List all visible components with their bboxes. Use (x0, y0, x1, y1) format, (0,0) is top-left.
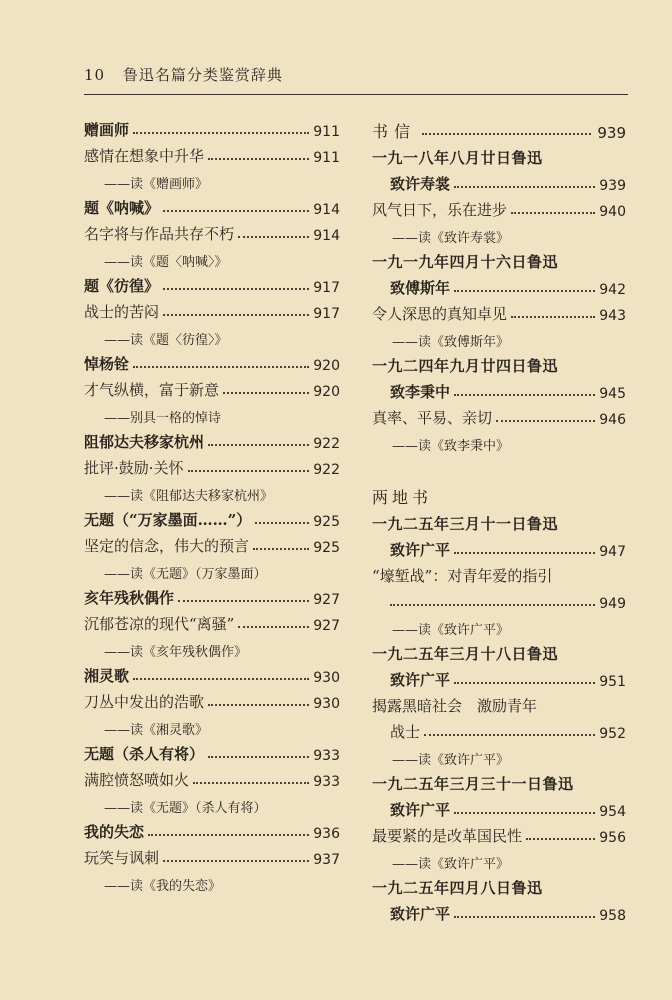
letter-date-heading: 一九一八年八月廿日鲁迅 (372, 149, 543, 167)
entry-subtitle: ——读《致许广平》 (392, 623, 510, 638)
entry-title: 风气日下，乐在进步 (372, 201, 508, 219)
dot-leader (193, 782, 309, 784)
entry-title: 致许广平 (390, 905, 451, 923)
entry-title: 无题（“万家墨面……”） (84, 511, 252, 529)
toc-entry (84, 452, 340, 478)
entry-title: 致许广平 (390, 541, 451, 559)
dot-leader (422, 133, 591, 135)
entry-title: 阻郁达夫移家杭州 (84, 433, 205, 451)
entry-title: 致傅斯年 (390, 279, 451, 297)
toc-entry (84, 504, 340, 530)
entry-title: 最要紧的是改革国民性 (372, 827, 523, 845)
section-heading (372, 480, 626, 508)
entry-page-number: 925 (313, 540, 340, 556)
toc-entry (84, 140, 340, 166)
entry-title: 坚定的信念，伟大的预言 (84, 537, 250, 555)
entry-subtitle: ——读《致许广平》 (392, 857, 510, 872)
entry-title: 我的失恋 (84, 823, 145, 841)
entry-title: 令人深思的真知卓见 (372, 305, 508, 323)
page-number: 10 (84, 66, 106, 84)
entry-subtitle: ——读《题〈呐喊〉》 (104, 255, 228, 270)
dot-leader (163, 314, 309, 316)
entry-title: 亥年残秋偶作 (84, 589, 175, 607)
entry-subtitle: ——读《致许广平》 (392, 753, 510, 768)
dot-leader (223, 392, 309, 394)
entry-page-number: 920 (313, 384, 340, 400)
entry-page-number: 933 (313, 774, 340, 790)
entry-title: 题《彷徨》 (84, 277, 160, 295)
dot-leader (390, 604, 595, 606)
entry-title: 揭露黑暗社会 激励青年 (372, 697, 538, 715)
section-title: 书信 (372, 122, 417, 141)
entry-page-number: 922 (313, 436, 340, 452)
toc-entry (84, 764, 340, 790)
dot-leader (133, 366, 309, 368)
toc-entry (84, 348, 340, 374)
section-title: 两地书 (372, 488, 433, 507)
entry-page-number: 922 (313, 462, 340, 478)
section-page-number: 939 (597, 124, 626, 142)
entry-subtitle: ——读《无题》（万家墨面） (104, 567, 267, 582)
header-rule (84, 94, 628, 95)
toc-entry (84, 738, 340, 764)
entry-page-number: 951 (599, 674, 626, 690)
toc-entry (372, 168, 626, 194)
entry-title: 名字将与作品共存不朽 (84, 225, 235, 243)
dot-leader (255, 522, 309, 524)
entry-page-number: 927 (313, 592, 340, 608)
dot-leader (148, 834, 309, 836)
dot-leader (133, 678, 309, 680)
entry-page-number: 942 (599, 282, 626, 298)
dot-leader (511, 212, 595, 214)
entry-page-number: 911 (313, 124, 340, 140)
letter-date-heading: 一九二四年九月廿四日鲁迅 (372, 357, 559, 375)
entry-title: 玩笑与讽刺 (84, 849, 160, 867)
dot-leader (178, 600, 309, 602)
entry-title: 真率、平易、亲切 (372, 409, 493, 427)
toc-entry (372, 272, 626, 298)
entry-title: 沉郁苍凉的现代“离骚” (84, 615, 235, 633)
entry-title: 战士 (390, 723, 421, 741)
dot-leader (454, 290, 595, 292)
entry-page-number: 914 (313, 202, 340, 218)
entry-title: 感情在想象中升华 (84, 147, 205, 165)
entry-page-number: 933 (313, 748, 340, 764)
entry-page-number: 917 (313, 280, 340, 296)
entry-page-number: 930 (313, 696, 340, 712)
entry-title: 无题（杀人有将） (84, 745, 205, 763)
entry-title: 批评·鼓励·关怀 (84, 459, 184, 477)
dot-leader (163, 860, 309, 862)
dot-leader (238, 236, 309, 238)
entry-title: 赠画师 (84, 121, 130, 139)
section-heading (372, 114, 626, 142)
entry-page-number: 939 (599, 178, 626, 194)
entry-page-number: 954 (599, 804, 626, 820)
entry-subtitle: ——读《亥年残秋偶作》 (104, 645, 248, 660)
dot-leader (454, 186, 595, 188)
entry-title: 致许广平 (390, 671, 451, 689)
entry-title: 致许寿裳 (390, 175, 451, 193)
toc-entry (372, 898, 626, 924)
toc-entry (84, 608, 340, 634)
toc-entry (84, 426, 340, 452)
entry-title: 战士的苦闷 (84, 303, 160, 321)
entry-page-number: 917 (313, 306, 340, 322)
dot-leader (208, 158, 309, 160)
entry-page-number: 930 (313, 670, 340, 686)
toc-entry (84, 530, 340, 556)
entry-page-number: 949 (599, 596, 626, 612)
letter-date-heading: 一九二五年三月三十一日鲁迅 (372, 775, 574, 793)
entry-title: “壕堑战”：对青年爱的指引 (372, 567, 553, 585)
dot-leader (208, 756, 309, 758)
toc-entry (372, 402, 626, 428)
entry-subtitle: ——读《阻郁达夫移家杭州》 (104, 489, 274, 504)
entry-subtitle: ——读《无题》（杀人有将） (104, 801, 267, 816)
entry-page-number: 925 (313, 514, 340, 530)
entry-title: 湘灵歌 (84, 667, 130, 685)
entry-subtitle: ——读《题〈彷徨〉》 (104, 333, 228, 348)
dot-leader (163, 210, 309, 212)
toc-entry (372, 716, 626, 742)
entry-page-number: 943 (599, 308, 626, 324)
toc-entry (84, 374, 340, 400)
toc-entry (84, 582, 340, 608)
dot-leader (133, 132, 309, 134)
toc-entry (84, 296, 340, 322)
dot-leader (454, 682, 595, 684)
entry-page-number: 914 (313, 228, 340, 244)
dot-leader (511, 316, 595, 318)
dot-leader (238, 626, 309, 628)
entry-subtitle: ——读《致李秉中》 (392, 439, 510, 454)
entry-page-number: 927 (313, 618, 340, 634)
dot-leader (424, 734, 595, 736)
spacer (372, 454, 626, 480)
entry-page-number: 936 (313, 826, 340, 842)
toc-entry (372, 194, 626, 220)
dot-leader (454, 394, 595, 396)
entry-title: 题《呐喊》 (84, 199, 160, 217)
toc-entry (84, 218, 340, 244)
entry-title: 致许广平 (390, 801, 451, 819)
entry-page-number: 946 (599, 412, 626, 428)
dot-leader (526, 838, 595, 840)
dot-leader (163, 288, 309, 290)
dot-leader (208, 704, 309, 706)
entry-subtitle: ——读《湘灵歌》 (104, 723, 209, 738)
entry-subtitle: ——读《致傅斯年》 (392, 335, 510, 350)
entry-title: 致李秉中 (390, 383, 451, 401)
toc-column-right (372, 114, 626, 924)
entry-title: 满腔愤怒喷如火 (84, 771, 190, 789)
toc-entry (372, 298, 626, 324)
toc-entry (84, 816, 340, 842)
toc-entry (372, 820, 626, 846)
dot-leader (454, 812, 595, 814)
toc-entry-continuation (372, 586, 626, 612)
toc-entry (84, 842, 340, 868)
dot-leader (454, 552, 595, 554)
book-title: 鲁迅名篇分类鉴赏辞典 (122, 66, 283, 84)
entry-subtitle: ——别具一格的悼诗 (104, 411, 222, 426)
running-header (84, 64, 624, 85)
entry-page-number: 945 (599, 386, 626, 402)
entry-subtitle: ——读《赠画师》 (104, 177, 209, 192)
toc-entry (372, 534, 626, 560)
toc-entry (84, 660, 340, 686)
dot-leader (208, 444, 309, 446)
entry-title: 悼杨铨 (84, 355, 130, 373)
toc-entry (372, 376, 626, 402)
letter-date-heading: 一九一九年四月十六日鲁迅 (372, 253, 559, 271)
dot-leader (188, 470, 310, 472)
entry-page-number: 958 (599, 908, 626, 924)
entry-page-number: 956 (599, 830, 626, 846)
entry-page-number: 947 (599, 544, 626, 560)
entry-subtitle: ——读《致许寿裳》 (392, 231, 510, 246)
letter-date-heading: 一九二五年三月十一日鲁迅 (372, 515, 559, 533)
entry-title: 刀丛中发出的浩歌 (84, 693, 205, 711)
toc-entry (84, 114, 340, 140)
entry-page-number: 937 (313, 852, 340, 868)
dot-leader (496, 420, 595, 422)
toc-column-left (84, 114, 340, 894)
toc-entry (84, 686, 340, 712)
toc-entry (372, 664, 626, 690)
entry-page-number: 952 (599, 726, 626, 742)
dot-leader (253, 548, 309, 550)
entry-page-number: 940 (599, 204, 626, 220)
toc-entry (372, 794, 626, 820)
entry-page-number: 911 (313, 150, 340, 166)
letter-date-heading: 一九二五年四月八日鲁迅 (372, 879, 543, 897)
entry-page-number: 920 (313, 358, 340, 374)
entry-subtitle: ——读《我的失恋》 (104, 879, 222, 894)
dot-leader (454, 916, 595, 918)
letter-date-heading: 一九二五年三月十八日鲁迅 (372, 645, 559, 663)
entry-title: 才气纵横，富于新意 (84, 381, 220, 399)
toc-entry (84, 192, 340, 218)
toc-entry (84, 270, 340, 296)
